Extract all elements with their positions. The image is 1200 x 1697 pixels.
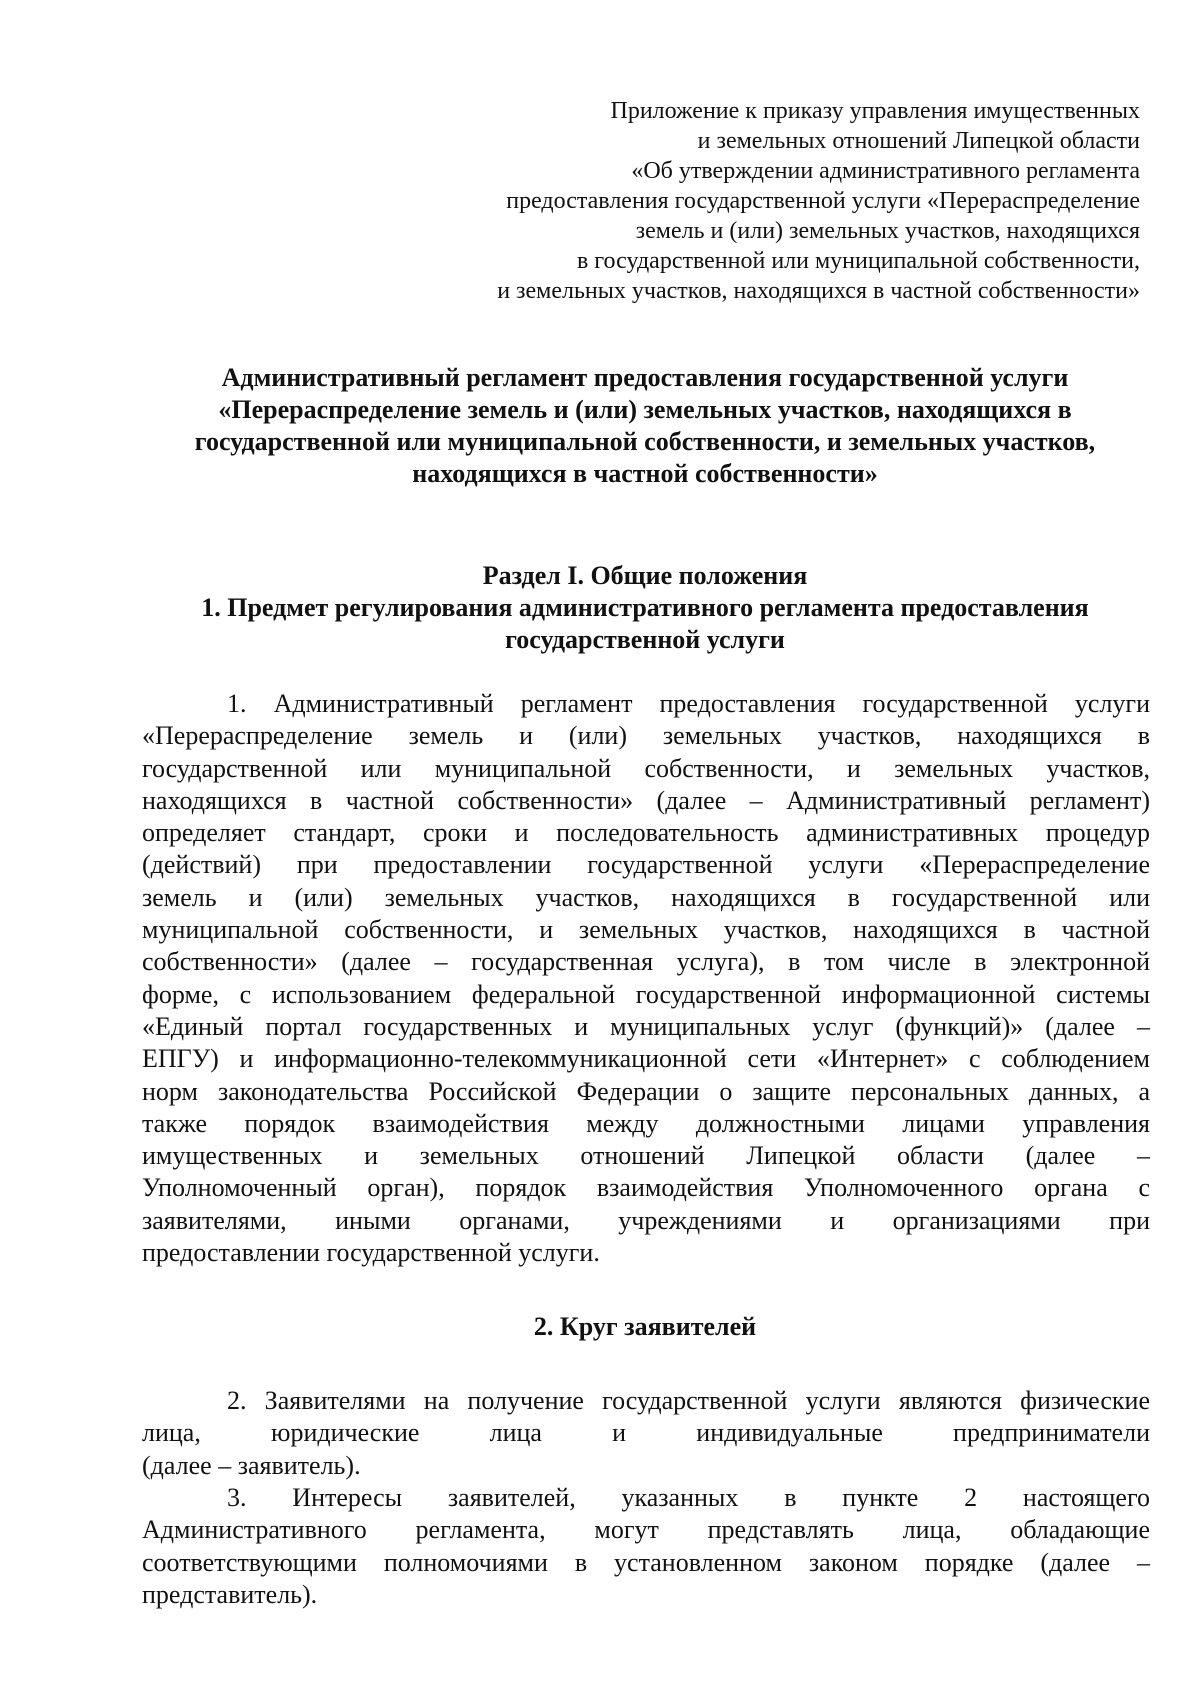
section-heading-line: Раздел I. Общие положения — [482, 561, 808, 590]
paragraph-line: норм законодательства Российской Федерации о защите персональных данных, а — [142, 1076, 1150, 1106]
paragraph-1 — [142, 688, 1150, 1269]
paragraph-line: также порядок взаимодействия между должностными лицами управления — [142, 1108, 1150, 1138]
paragraph-line: Административного регламента, могут представлять лица, обладающие — [142, 1515, 1150, 1545]
document-title — [130, 362, 1160, 490]
title-line: «Перераспределение земель и (или) земельных участков, находящихся в — [218, 395, 1072, 424]
paragraph-line: 2. Заявителями на получение государственной услуги являются физические — [227, 1386, 1150, 1415]
title-line: Административный регламент предоставления государственной услуги — [221, 363, 1069, 392]
section-heading-line: государственной услуги — [505, 625, 785, 654]
paragraph-line: (действий) при предоставлении государственной услуги «Перераспределение — [142, 850, 1150, 880]
paragraph-line: соответствующими полномочиями в установленном законом порядке (далее – — [142, 1547, 1150, 1577]
paragraph-3 — [142, 1482, 1150, 1611]
paragraph-line: предоставлении государственной услуги. — [142, 1238, 600, 1268]
paragraph-line: «Единый портал государственных и муниципальных услуг (функций)» (далее – — [142, 1011, 1150, 1041]
appendix-line: в государственной или муниципальной собственности, — [576, 248, 1140, 274]
paragraph-line: 3. Интересы заявителей, указанных в пункте 2 настоящего — [227, 1483, 1150, 1512]
paragraph-line: (далее – заявитель). — [142, 1450, 361, 1480]
appendix-line: и земельных отношений Липецкой области — [697, 128, 1140, 154]
paragraph-2 — [142, 1385, 1150, 1482]
paragraph-line: Уполномоченный орган), порядок взаимодействия Уполномоченного органа с — [142, 1173, 1150, 1203]
appendix-line: и земельных участков, находящихся в частной собственности» — [497, 278, 1140, 304]
appendix-line: предоставления государственной услуги «Перераспределение — [506, 188, 1140, 214]
paragraph-line: представитель). — [142, 1579, 318, 1609]
appendix-note — [400, 96, 1140, 306]
section-heading-line: 1. Предмет регулирования административного регламента предоставления — [201, 593, 1089, 622]
paragraph-line: государственной или муниципальной собственности, и земельных участков, — [142, 753, 1150, 783]
paragraph-line: собственности» (далее – государственная услуга), в том числе в электронной — [142, 947, 1150, 977]
paragraph-line: имущественных и земельных отношений Липецкой области (далее – — [142, 1141, 1150, 1171]
paragraph-line: форме, с использованием федеральной государственной информационной системы — [142, 979, 1150, 1009]
paragraph-line: заявителями, иными органами, учреждениями и организациями при — [142, 1205, 1150, 1235]
paragraph-line: «Перераспределение земель и (или) земельных участков, находящихся в — [142, 721, 1150, 751]
title-line: государственной или муниципальной собственности, и земельных участков, — [194, 427, 1096, 456]
paragraph-line: земель и (или) земельных участков, находящихся в государственной или — [142, 882, 1150, 912]
title-line: находящихся в частной собственности» — [412, 459, 878, 488]
paragraph-line: определяет стандарт, сроки и последовательность административных процедур — [142, 818, 1150, 848]
appendix-line: «Об утверждении административного регламента — [631, 158, 1140, 184]
paragraph-line: находящихся в частной собственности» (далее – Административный регламент) — [142, 785, 1150, 815]
paragraph-line: муниципальной собственности, и земельных участков, находящихся в частной — [142, 915, 1150, 945]
appendix-line: Приложение к приказу управления имущественных — [610, 98, 1140, 124]
section-heading — [130, 560, 1160, 656]
paragraph-line: ЕПГУ) и информационно-телекоммуникационной сети «Интернет» с соблюдением — [142, 1044, 1150, 1074]
paragraph-line: лица, юридические лица и индивидуальные предприниматели — [142, 1418, 1150, 1448]
subheading-applicants: 2. Круг заявителей — [533, 1312, 757, 1341]
paragraph-line: 1. Административный регламент предоставления государственной услуги — [227, 689, 1150, 718]
appendix-line: земель и (или) земельных участков, находящихся — [635, 218, 1140, 244]
